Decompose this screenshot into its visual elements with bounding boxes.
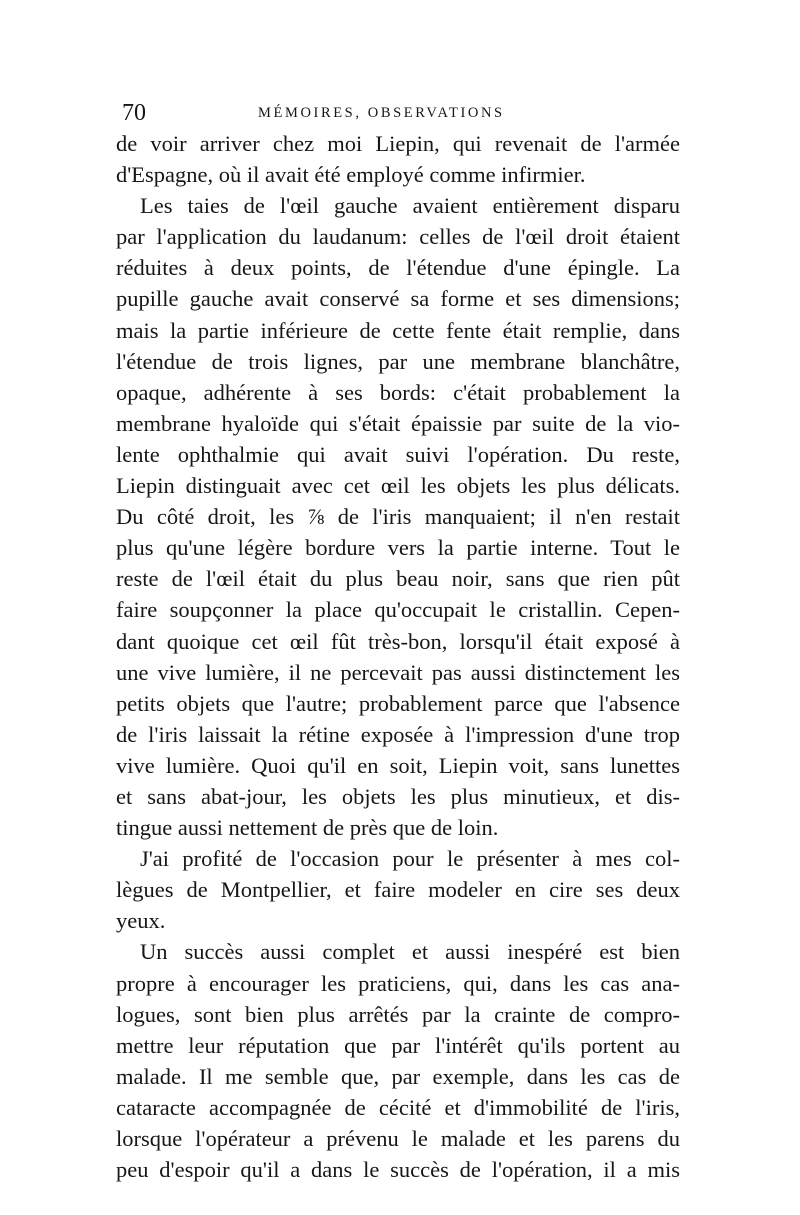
text-line: yeux. [116, 908, 166, 934]
text-line: logues, sont bien plus arrêtés par la crainte de compro- [116, 1001, 680, 1027]
running-title: MÉMOIRES, OBSERVATIONS [258, 105, 505, 121]
text-line: l'étendue de trois lignes, par une membrane blanchâtre, [116, 348, 680, 374]
text-line: plus qu'une légère bordure vers la partie interne. Tout le [116, 535, 680, 561]
text-line: une vive lumière, il ne percevait pas aussi distinctement les [116, 659, 680, 685]
text-line: Liepin distinguait avec cet œil les objets les plus délicats. [116, 473, 680, 499]
page-header [122, 98, 682, 128]
text-line: pupille gauche avait conservé sa forme et ses dimensions; [116, 286, 680, 312]
text-line: lente ophthalmie qui avait suivi l'opération. Du reste, [116, 441, 680, 467]
text-line: d'Espagne, où il avait été employé comme infirmier. [116, 162, 586, 188]
text-line: lorsque l'opérateur a prévenu le malade et les parens du [116, 1126, 680, 1151]
text-line: de l'iris laissait la rétine exposée à l'impression d'une trop [116, 721, 680, 747]
text-line: membrane hyaloïde qui s'était épaissie par suite de la vio- [116, 410, 680, 436]
text-line: reste de l'œil était du plus beau noir, sans que rien pût [116, 566, 680, 592]
text-line: et sans abat-jour, les objets les plus minutieux, et dis- [116, 783, 680, 809]
text-line: réduites à deux points, de l'étendue d'une épingle. La [116, 255, 680, 281]
text-line: Du côté droit, les ⅞ de l'iris manquaient; il n'en restait [116, 504, 680, 530]
text-line: petits objets que l'autre; probablement parce que l'absence [116, 690, 680, 716]
text-line: cataracte accompagnée de cécité et d'immobilité de l'iris, [116, 1094, 680, 1120]
text-line: opaque, adhérente à ses bords: c'était probablement la [116, 379, 680, 405]
text-line: par l'application du laudanum: celles de l'œil droit étaient [116, 224, 680, 250]
text-line: malade. Il me semble que, par exemple, dans les cas de [116, 1063, 680, 1089]
text-line: peu d'espoir qu'il a dans le succès de l'opération, il a mis [116, 1157, 680, 1183]
text-line: mais la partie inférieure de cette fente était remplie, dans [116, 317, 680, 343]
text-line: lègues de Montpellier, et faire modeler en cire ses deux [116, 877, 680, 903]
page-number: 70 [122, 100, 146, 126]
text-line: propre à encourager les praticiens, qui, dans les cas ana- [116, 970, 680, 996]
text-line: Un succès aussi complet et aussi inespéré est bien [140, 939, 680, 965]
text-line: dant quoique cet œil fût très-bon, lorsqu'il était exposé à [116, 628, 680, 654]
text-line: J'ai profité de l'occasion pour le présenter à mes col- [140, 846, 680, 872]
text-line: tingue aussi nettement de près que de loin. [116, 815, 499, 841]
text-line: mettre leur réputation que par l'intérêt qu'ils portent au [116, 1032, 680, 1058]
text-line: de voir arriver chez moi Liepin, qui revenait de l'armée [116, 131, 680, 156]
body-text [116, 128, 680, 1185]
text-line: vive lumière. Quoi qu'il en soit, Liepin voit, sans lunettes [116, 752, 680, 778]
text-line: Les taies de l'œil gauche avaient entièrement disparu [140, 193, 680, 219]
text-line: faire soupçonner la place qu'occupait le cristallin. Cepen- [116, 597, 680, 623]
